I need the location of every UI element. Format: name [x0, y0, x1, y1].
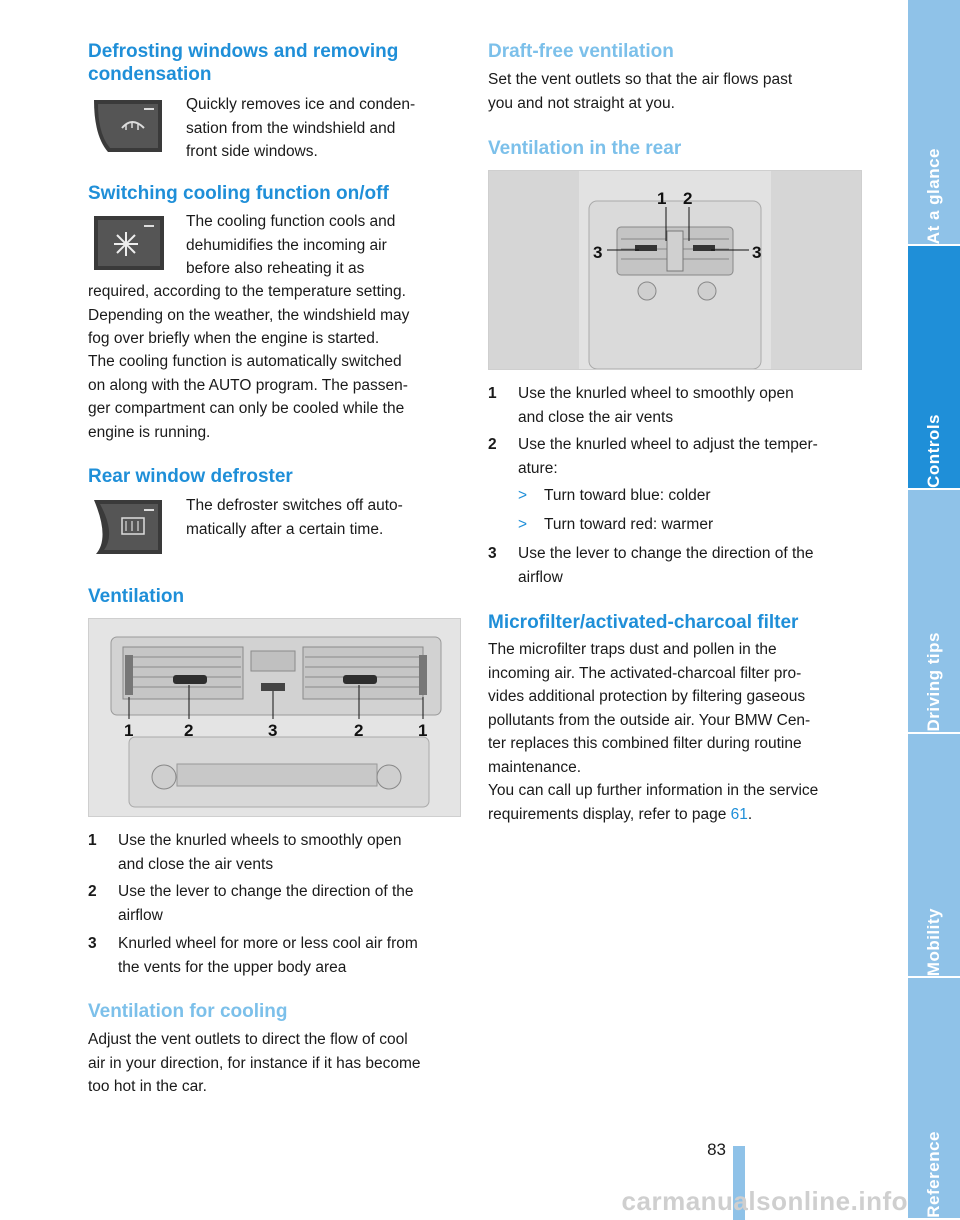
draft-free-text: Set the vent outlets so that the air flows past you and not straight at you. [488, 71, 793, 112]
callout-1-left: 1 [124, 721, 134, 740]
tab-driving-tips[interactable]: Driving tips [908, 490, 960, 734]
heading-defrosting: Defrosting windows and removing condensation [88, 41, 399, 85]
cooling-text-short: The cooling function cools and dehumidifies the incoming air before also reheating it as [186, 213, 396, 277]
callout-2-left: 2 [184, 721, 194, 740]
page-link[interactable]: 61 [730, 805, 748, 823]
ventilation-cooling-text: Adjust the vent outlets to direct the flow of cool air in your direction, for instance if it has become too hot in the car. [88, 1031, 421, 1095]
cooling-button-image [88, 212, 168, 274]
tab-mobility[interactable]: Mobility [908, 734, 960, 978]
heading-draft-free: Draft-free ventilation [488, 41, 674, 62]
tab-at-a-glance[interactable]: At a glance [908, 0, 960, 246]
rear-callout-1: 1 [657, 189, 667, 208]
rear-callout-3-right: 3 [752, 243, 762, 262]
front-vents-photo [88, 618, 461, 817]
microfilter-text: The microfilter traps dust and pollen in the incoming air. The activated-charcoal filter pro- vides additional protection by filtering gaseous pollutants from the outside air. Your BMW Cen- ter replaces this combined filter during routine maintenance. You can call up further information in the service requirements display, refer to page 61. [488, 641, 819, 823]
defrost-button-image [88, 96, 166, 156]
tab-controls[interactable]: Controls [908, 246, 960, 490]
callout-1-right: 1 [418, 721, 428, 740]
rear-vents-photo [488, 170, 862, 370]
rear-defroster-text: The defroster switches off auto- matically after a certain time. [186, 497, 403, 538]
heading-ventilation: Ventilation [88, 586, 185, 607]
page-number: 83 [707, 1140, 726, 1159]
callout-3: 3 [268, 721, 278, 740]
cooling-text-full: required, according to the temperature setting. Depending on the weather, the windshield may fog over briefly when the engine is started. [88, 283, 410, 347]
heading-ventilation-cooling: Ventilation for cooling [88, 1001, 288, 1022]
rear-callout-2: 2 [683, 189, 693, 208]
defrost-text: Quickly removes ice and conden- sation from the windshield and front side windows. [186, 96, 416, 160]
heading-rear-ventilation: Ventilation in the rear [488, 138, 682, 159]
heading-microfilter: Microfilter/activated-charcoal filter [488, 612, 799, 633]
rear-defroster-button-image [88, 496, 166, 558]
rear-callout-3-left: 3 [593, 243, 603, 262]
heading-rear-defroster: Rear window defroster [88, 466, 293, 487]
cooling-paragraph-2: The cooling function is automatically switched on along with the AUTO program. The passen- ger compartment can only be cooled while the engine is running. [88, 353, 408, 441]
footer-watermark: carmanualsonline.info [621, 1186, 908, 1216]
callout-2-right: 2 [354, 721, 364, 740]
tab-reference[interactable]: Reference [908, 978, 960, 1220]
heading-cooling: Switching cooling function on/off [88, 183, 389, 204]
